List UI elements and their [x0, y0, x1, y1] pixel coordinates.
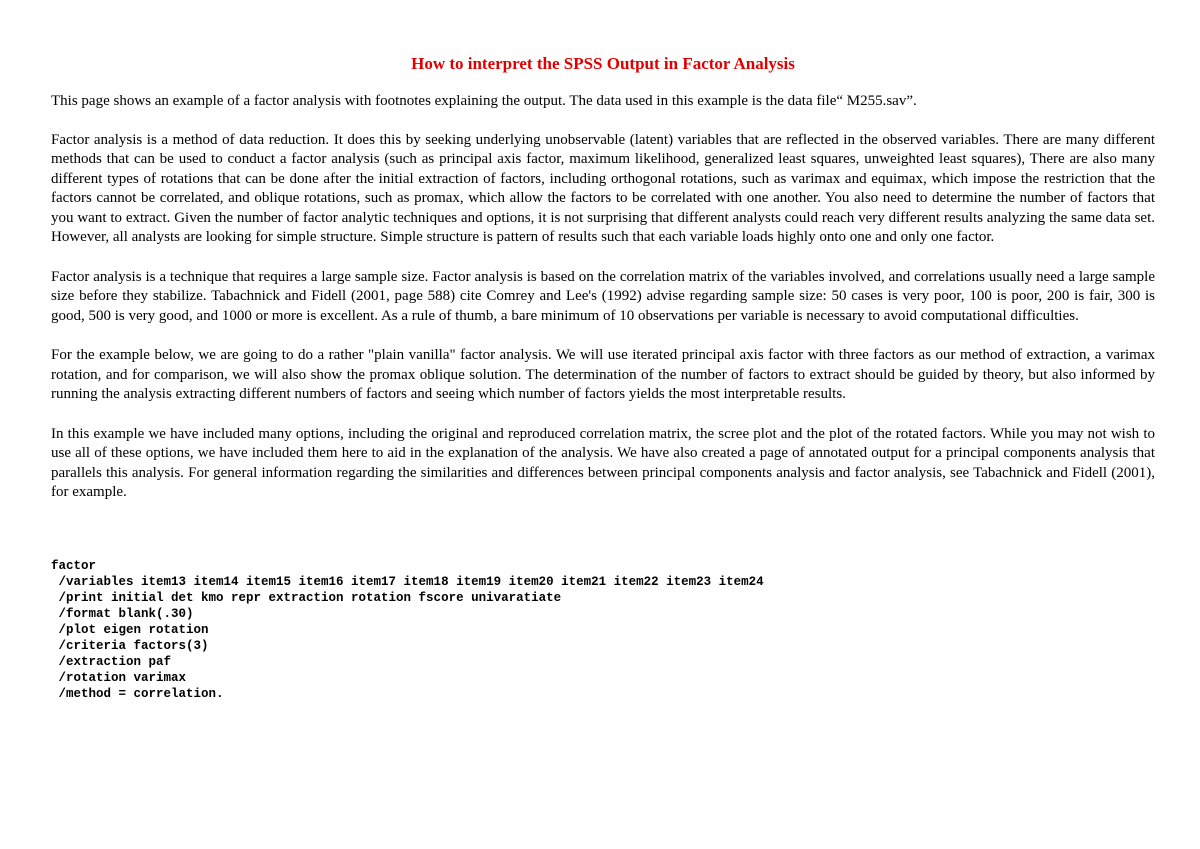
document-title: How to interpret the SPSS Output in Factor Analysis — [411, 54, 795, 73]
paragraph-factor-analysis-definition: Factor analysis is a method of data reduction. It does this by seeking underlying unobservable (latent) variables that are reflected in the observed variables. There are many different methods that can be used to conduct a factor analysis (such as principal axis factor, maximum likelihood, generalized least squares, unweighted least squares), There are also many different types of rotations that can be done after the initial extraction of factors, including orthogonal rotations, such as varimax and equimax, which impose the restriction that the factors cannot be correlated, and oblique rotations, such as promax, which allow the factors to be correlated with one another. You also need to determine the number of factors that you want to extract. Given the number of factor analytic techniques and options, it is not surprising that different analysts could reach very different results analyzing the same data set. However, all analysts are looking for simple structure. Simple structure is pattern of results such that each variable loads highly onto one and only one factor. — [51, 131, 1155, 245]
code-line: /method = correlation. — [51, 686, 224, 701]
spss-syntax-block — [51, 558, 1155, 702]
code-line: /print initial det kmo repr extraction rotation fscore univaratiate — [51, 590, 562, 605]
document-page — [51, 54, 1155, 702]
code-line: /extraction paf — [51, 654, 172, 669]
code-line: /format blank(.30) — [51, 606, 194, 621]
paragraph-sample-size: Factor analysis is a technique that requires a large sample size. Factor analysis is based on the correlation matrix of the variables involved, and correlations usually need a large sample size before they stabilize. Tabachnick and Fidell (2001, page 588) cite Comrey and Lee's (1992) advise regarding sample size: 50 cases is very poor, 100 is poor, 200 is fair, 300 is good, 500 is very good, and 1000 or more is excellent. As a rule of thumb, a bare minimum of 10 observations per variable is necessary to avoid computational difficulties. — [51, 268, 1155, 324]
code-line: /criteria factors(3) — [51, 638, 209, 653]
paragraph-example-setup: For the example below, we are going to do a rather "plain vanilla" factor analysis. We will use iterated principal axis factor with three factors as our method of extraction, a varimax rotation, and for comparison, we will also show the promax oblique solution. The determination of the number of factors to extract should be guided by theory, but also informed by running the analysis extracting different numbers of factors and seeing which number of factors yields the most interpretable results. — [51, 347, 1155, 402]
code-line: factor — [51, 558, 97, 573]
code-line: /rotation varimax — [51, 670, 187, 685]
code-line: /variables item13 item14 item15 item16 item17 item18 item19 item20 item21 item22 item23 item24 — [51, 574, 764, 589]
intro-paragraph: This page shows an example of a factor analysis with footnotes explaining the output. The data used in this example is the data file“ M255.sav”. — [51, 93, 917, 109]
paragraph-options: In this example we have included many options, including the original and reproduced correlation matrix, the scree plot and the plot of the rotated factors. While you may not wish to use all of these options, we have included them here to aid in the explanation of the analysis. We have also created a page of annotated output for a principal components analysis that parallels this analysis. For general information regarding the similarities and differences between principal components analysis and factor analysis, see Tabachnick and Fidell (2001), for example. — [51, 425, 1155, 500]
code-line: /plot eigen rotation — [51, 622, 209, 637]
